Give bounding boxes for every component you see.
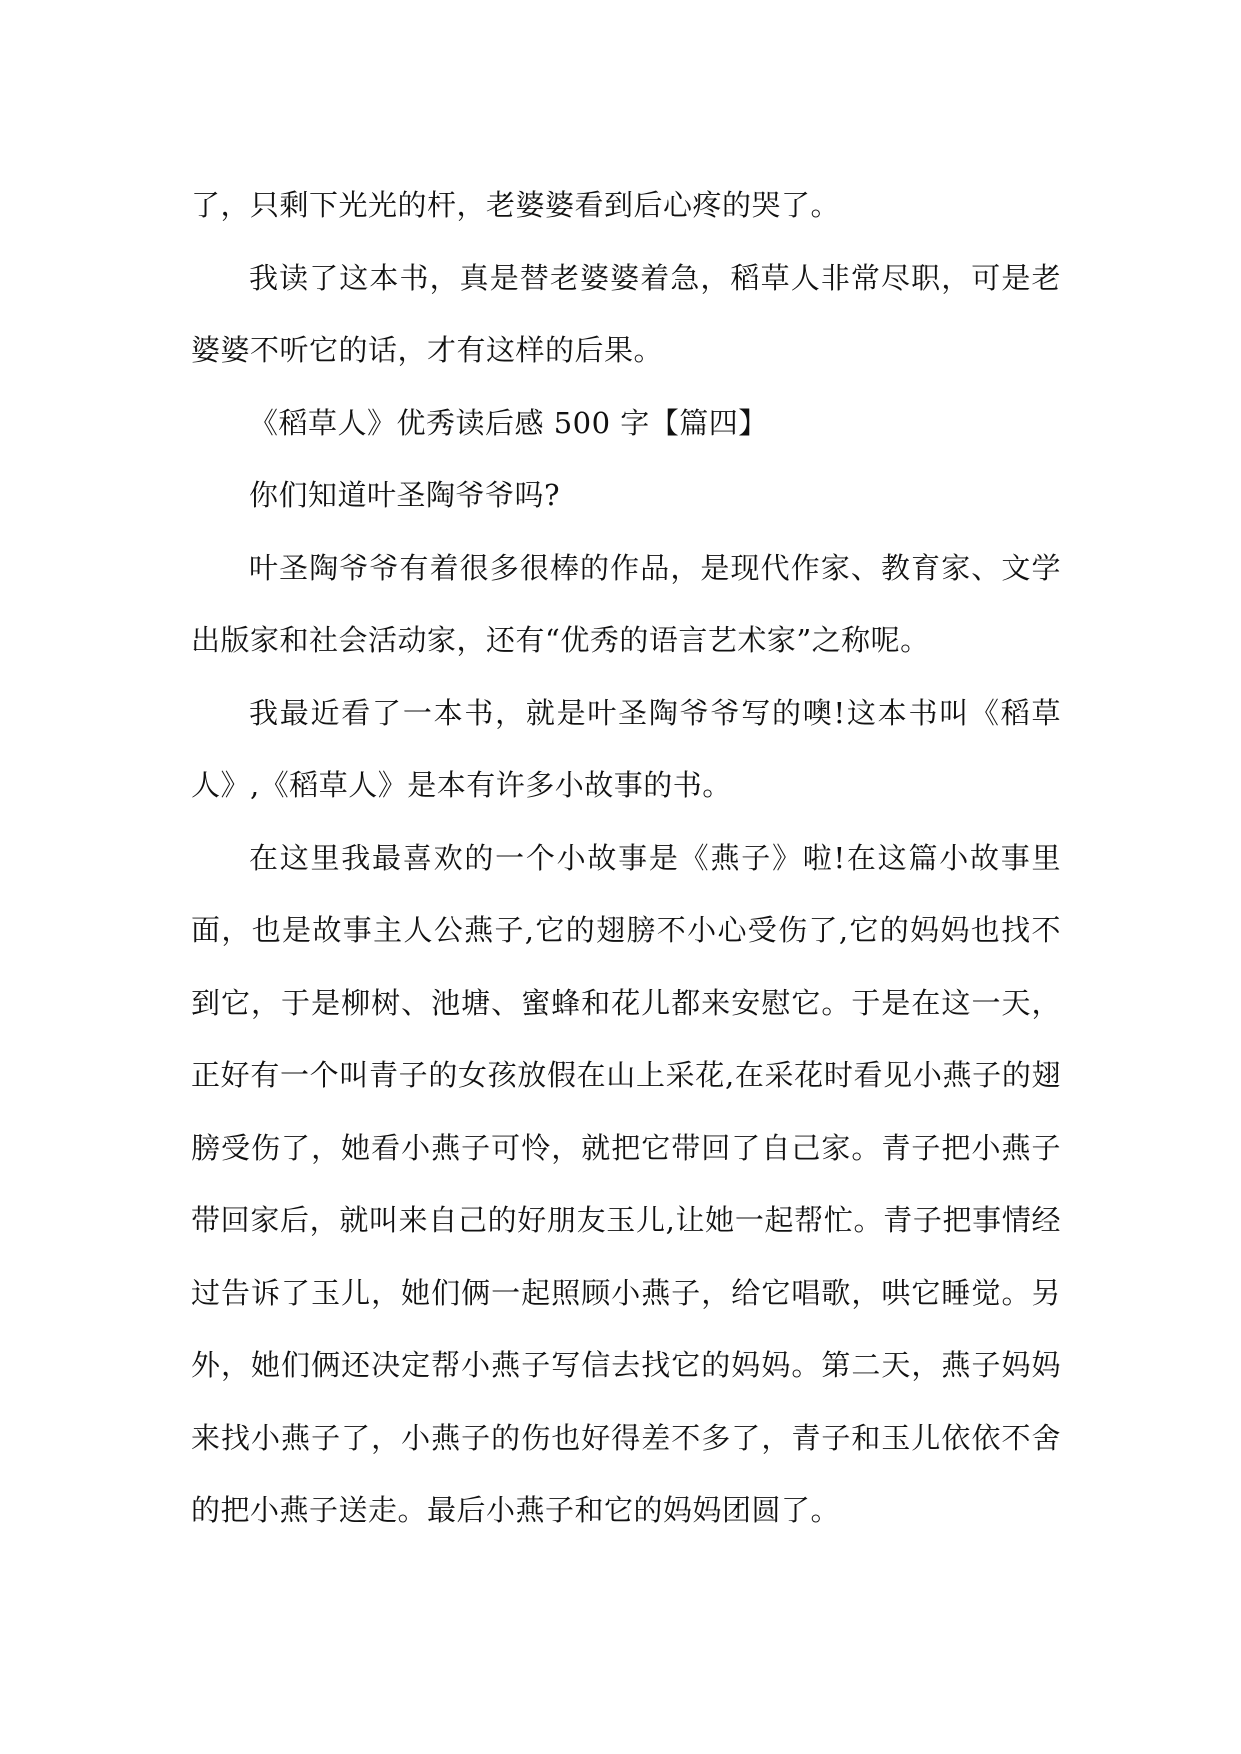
section-heading: 《稻草人》优秀读后感 500 字【篇四】	[249, 405, 768, 440]
paragraph: 在这里我最喜欢的一个小故事是《燕子》啦!在这篇小故事里面，也是故事主人公燕子,它的翅膀不小心受伤了,它的妈妈也找不到它，于是柳树、池塘、蜜蜂和花儿都来安慰它。于是在这一天，正好有一个叫青子的女孩放假在山上采花,在采花时看见小燕子的翅膀受伤了，她看小燕子可怜，就把它带回了自己家。青子把小燕子带回家后，就叫来自己的好朋友玉儿,让她一起帮忙。青子把事情经过告诉了玉儿，她们俩一起照顾小燕子，给它唱歌，哄它睡觉。另外，她们俩还决定帮小燕子写信去找它的妈妈。第二天，燕子妈妈来找小燕子了，小燕子的伤也好得差不多了，青子和玉儿依依不舍的把小燕子送走。最后小燕子和它的妈妈团圆了。	[191, 840, 1061, 1527]
paragraph: 我最近看了一本书，就是叶圣陶爷爷写的噢!这本书叫《稻草人》,《稻草人》是本有许多小故事的书。	[191, 695, 1061, 802]
paragraph: 你们知道叶圣陶爷爷吗?	[249, 478, 561, 512]
paragraph-continuation: 了，只剩下光光的杆，老婆婆看到后心疼的哭了。	[191, 188, 841, 222]
body-text	[191, 169, 1061, 1547]
paragraph: 我读了这本书，真是替老婆婆着急，稻草人非常尽职，可是老婆婆不听它的话，才有这样的后果。	[191, 260, 1061, 367]
paragraph: 叶圣陶爷爷有着很多很棒的作品，是现代作家、教育家、文学出版家和社会活动家，还有“优秀的语言艺术家”之称呢。	[191, 550, 1061, 657]
